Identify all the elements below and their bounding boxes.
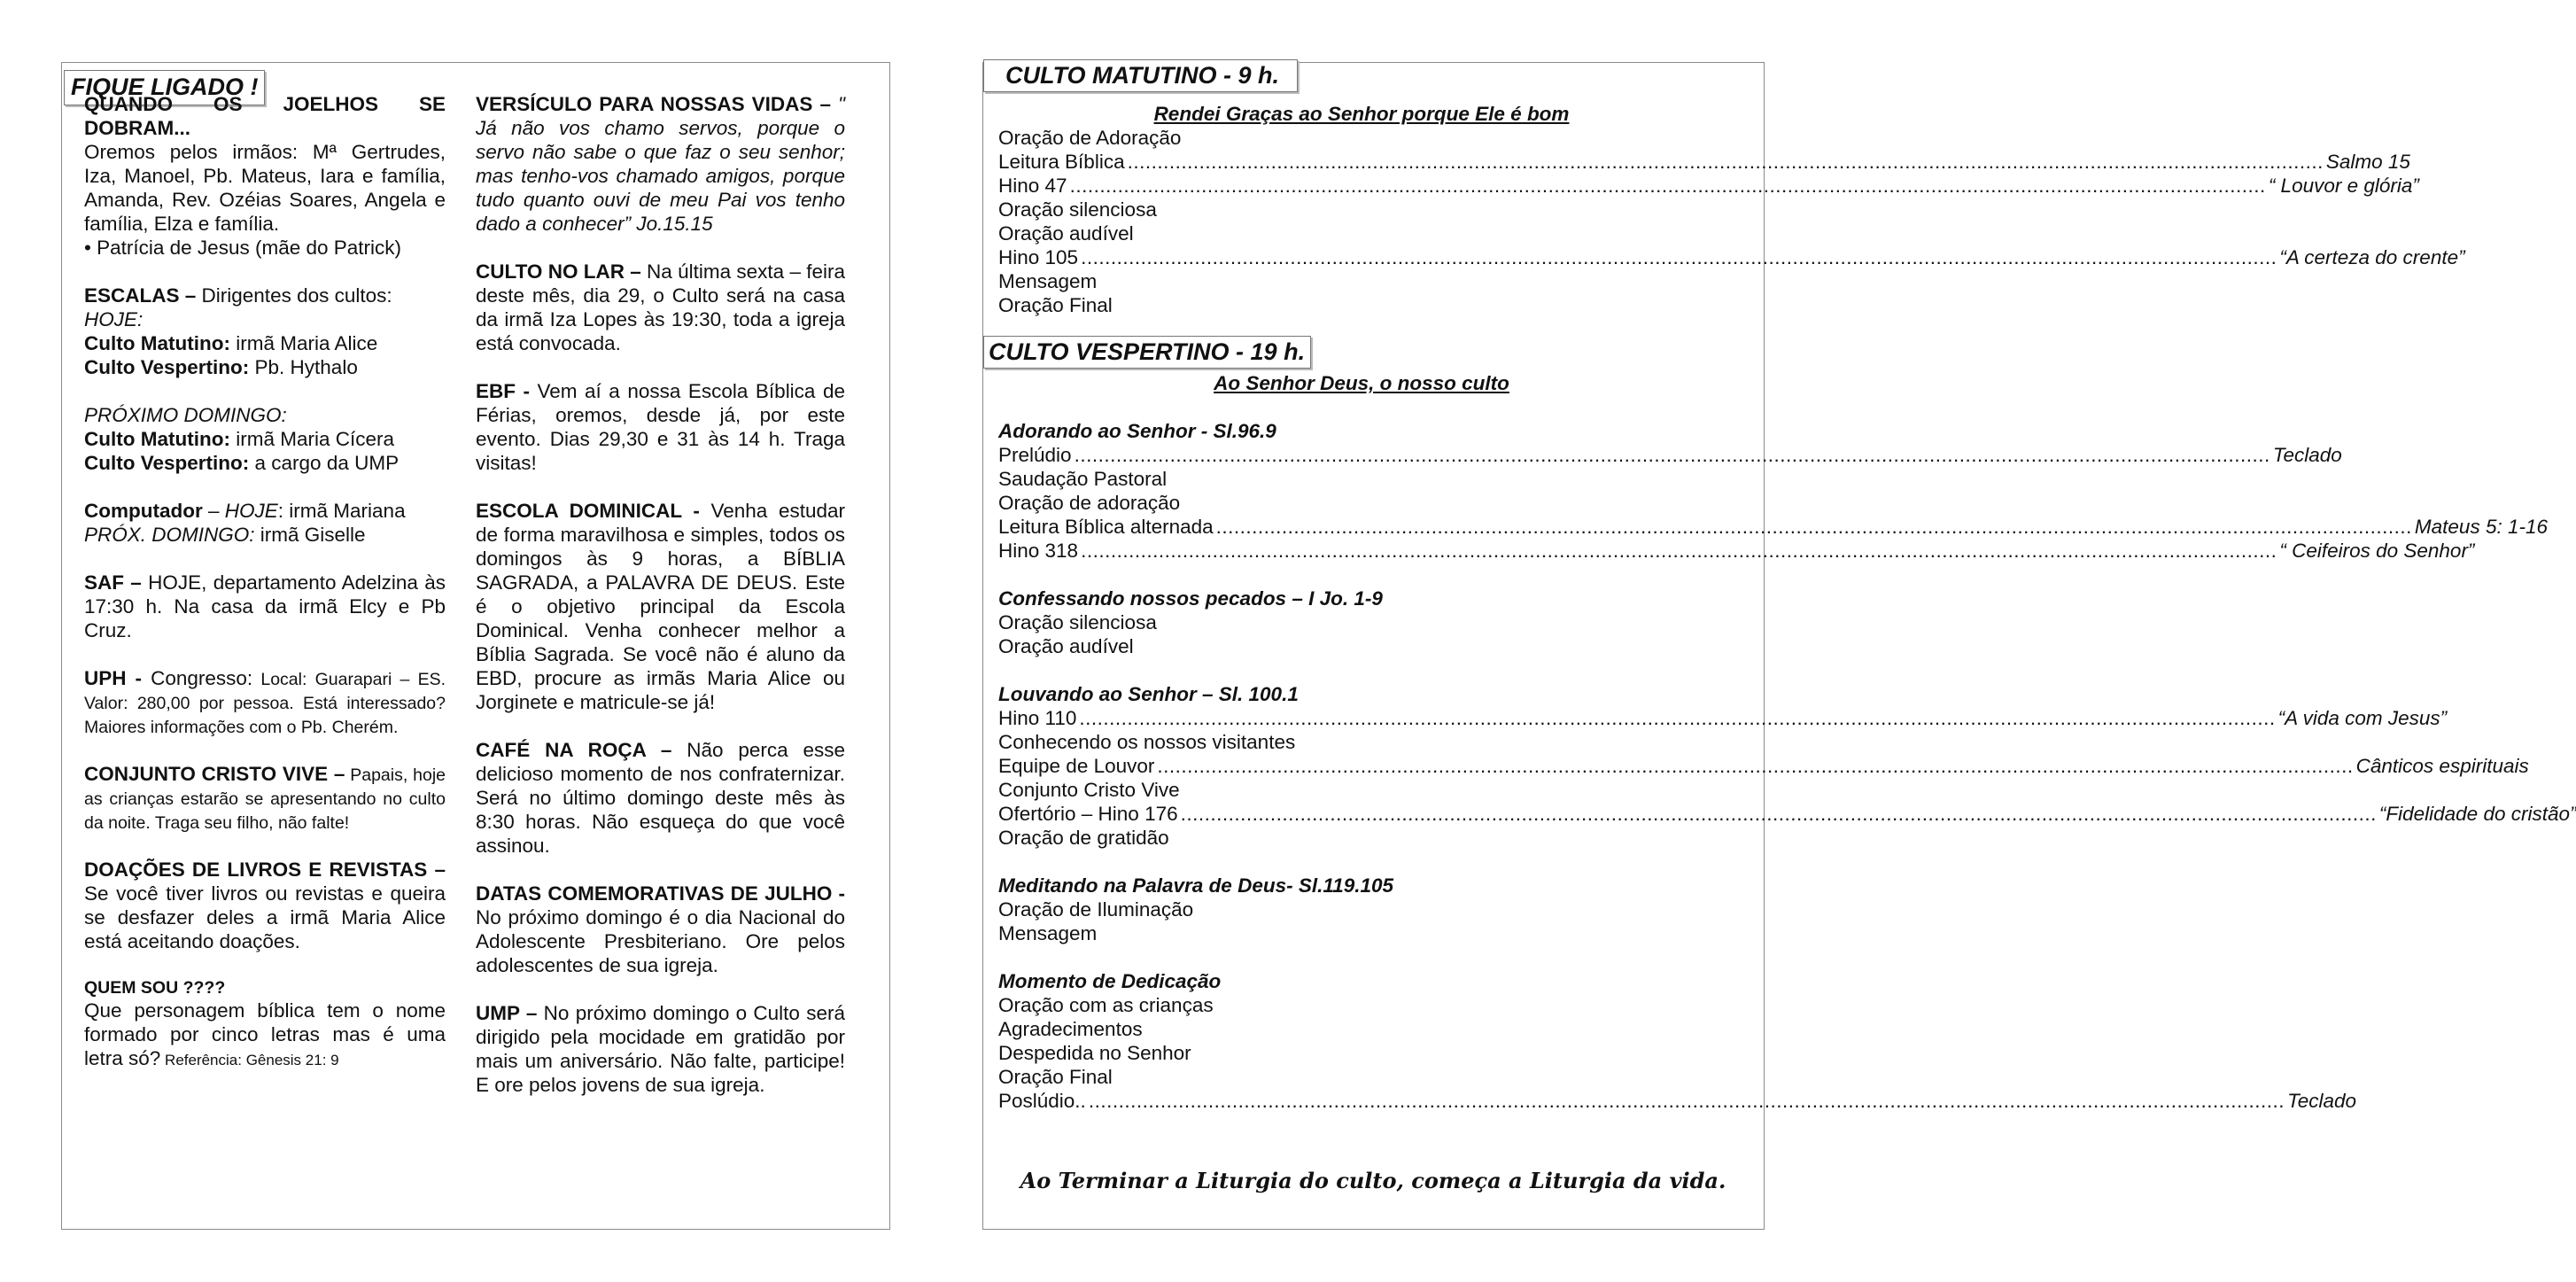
vespertino-groups [998,419,2576,1113]
hoje-matutino-value: irmã Maria Alice [229,332,378,354]
item-value: Teclado [2287,1090,2357,1112]
matutino-item [998,245,2465,269]
escalas-hoje-label: HOJE: [84,308,144,330]
ump-section [476,1001,845,1097]
cafe-section [476,738,845,858]
computador-hoje: HOJE [224,500,278,522]
doacoes-body: Se você tiver livros ou revistas e queira se desfazer deles a irmã Maria Alice está aceitando doações. [84,882,446,952]
item-value: Salmo 15 [2325,151,2410,173]
quem-sou-ref: Referência: Gênesis 21: 9 [160,1052,339,1068]
computador-prox: PRÓX. DOMINGO: [84,524,255,546]
quem-sou-section [84,977,446,1072]
conjunto-section [84,762,446,834]
vespertino-item: Conhecendo os nossos visitantes [998,731,1296,753]
prox-vespertino-label: Culto Vespertino: [84,452,250,474]
saf-section [84,571,446,642]
item-label: Ofertório – Hino 176 [998,803,1178,825]
uph-body: Local: Guarapari – ES. Valor: 280,00 por pessoa. Está interessado? Maiores informações com o Pb. Cherém. [84,670,446,737]
vespertino-item: Oração Final [998,1066,1113,1088]
liturgy-group-title: Momento de Dedicação [998,970,1222,992]
cafe-body: Não perca esse delicioso momento de nos confraternizar. Será no último domingo deste mês às 8:30 horas. Não esqueça do que você assinou. [476,739,845,857]
quem-sou-body: Que personagem bíblica tem o nome formado por cinco letras mas é uma letra só? [84,999,446,1069]
vespertino-item [998,802,2576,826]
item-value: “A vida com Jesus” [2277,707,2448,729]
culto-lar-heading: CULTO NO LAR – [476,260,641,283]
vespertino-item: Oração audível [998,635,1134,657]
vespertino-item [998,515,2548,539]
escola-section [476,499,845,714]
vespertino-item: Oração silenciosa [998,611,1157,633]
matutino-items [998,126,2465,317]
announcements-column-2 [476,92,845,1121]
ebf-body: Vem aí a nossa Escola Bíblica de Férias, oremos, desde já, por este evento. Dias 29,30 e 31 às 14 h. Traga visitas! [476,380,845,474]
item-label: Hino 47 [998,175,1067,197]
ump-heading: UMP – [476,1002,538,1024]
datas-section [476,882,845,977]
versiculo-section [476,92,845,236]
ebf-section [476,379,845,475]
hoje-vespertino-value: Pb. Hythalo [249,356,358,378]
conjunto-heading: CONJUNTO CRISTO VIVE – [84,763,345,785]
dot-leader: ........................................................................................................................................................................................................ [1081,246,2277,268]
hoje-vespertino-label: Culto Vespertino: [84,356,250,378]
vespertino-item [998,539,2475,563]
escalas-proximo-label: PRÓXIMO DOMINGO: [84,404,287,426]
item-value: “Fidelidade do cristão” [2378,803,2576,825]
conjunto-body: Papais, hoje as crianças estarão se apresentando no culto da noite. Traga seu filho, não falte! [84,765,446,833]
item-label: Hino 110 [998,707,1077,729]
item-label: Hino 105 [998,246,1079,268]
prayer-heading: QUANDO OS JOELHOS SE DOBRAM... [84,93,446,139]
vespertino-item: Oração de gratidão [998,827,1169,849]
saf-body: HOJE, departamento Adelzina às 17:30 h. Na casa da irmã Elcy e Pb Cruz. [84,571,446,641]
dot-leader: ........................................................................................................................................................................................................ [1081,540,2277,562]
escalas-heading: ESCALAS – [84,284,197,307]
vespertino-item: Oração com as crianças [998,994,1214,1016]
dot-leader: ........................................................................................................................................................................................................ [1215,516,2412,538]
escola-heading: ESCOLA DOMINICAL - [476,500,700,522]
matutino-order [998,102,2465,317]
versiculo-heading: VERSÍCULO PARA NOSSAS VIDAS – [476,93,831,115]
escola-body: Venha estudar de forma maravilhosa e simples, todos os domingos às 9 horas, a BÍBLIA SAGRADA, a PALAVRA DE DEUS. Este é o objetivo principal da Escola Dominical. Venha conhecer melhor a Bíblia Sagrada. Se você não é aluno da EBD, procure as irmãs Maria Alice ou Jorginete e matricule-se já! [476,500,845,713]
computador-label: Computador [84,500,203,522]
vespertino-item: Mensagem [998,922,1098,944]
uph-lead: Congresso: [142,667,253,689]
escalas-section [84,284,446,475]
uph-section [84,666,446,738]
ebf-heading: EBF - [476,380,530,402]
prox-matutino-value: irmã Maria Cícera [229,428,394,450]
dot-leader: ........................................................................................................................................................................................................ [1127,151,2324,173]
closing-quote: Ao Terminar a Liturgia do culto, começa a Liturgia da vida. [1020,1168,1726,1193]
group-gap [998,658,1725,682]
prox-vespertino-value: a cargo da UMP [249,452,400,474]
dot-leader: ........................................................................................................................................................................................................ [1088,1090,2285,1112]
doacoes-heading: DOAÇÕES DE LIVROS E REVISTAS – [84,859,446,881]
datas-body: No próximo domingo é o dia Nacional do Adolescente Presbiteriano. Ore pelos adolescentes de sua igreja. [476,906,845,976]
item-value: Teclado [2272,444,2342,466]
culto-vespertino-title: CULTO VESPERTINO - 19 h. [983,336,1311,369]
liturgy-group-title: Louvando ao Senhor – Sl. 100.1 [998,683,1299,705]
matutino-item: Oração audível [998,222,1134,245]
ump-body: No próximo domingo o Culto será dirigido pela mocidade em gratidão por mais um aniversário. Não falte, participe! E ore pelos jovens de sua igreja. [476,1002,845,1096]
item-label: Poslúdio.. [998,1090,1086,1112]
item-label: Leitura Bíblica alternada [998,516,1214,538]
matutino-item: Oração silenciosa [998,198,1157,221]
hoje-matutino-label: Culto Matutino: [84,332,230,354]
item-value: Mateus 5: 1-16 [2414,516,2548,538]
item-value: “ Ceifeiros do Senhor” [2279,540,2475,562]
fique-ligado-badge: FIQUE LIGADO ! [64,70,265,105]
item-label: Hino 318 [998,540,1079,562]
vespertino-item [998,1089,2357,1113]
vespertino-item: Saudação Pastoral [998,468,1168,490]
matutino-item: Oração de Adoração [998,127,1182,149]
culto-lar-body: Na última sexta – feira deste mês, dia 29, o Culto será na casa da irmã Iza Lopes às 19:30, toda a igreja está convocada. [476,260,845,354]
prox-matutino-label: Culto Matutino: [84,428,230,450]
computador-section [84,499,446,547]
vespertino-item: Agradecimentos [998,1018,1143,1040]
vespertino-order [998,371,2576,1113]
matutino-item [998,174,2419,198]
liturgy-group-title: Confessando nossos pecados – I Jo. 1-9 [998,587,1383,610]
group-gap [998,945,1725,969]
vespertino-item [998,706,2448,730]
vespertino-item: Despedida no Senhor [998,1042,1191,1064]
liturgy-group-title: Meditando na Palavra de Deus- Sl.119.105 [998,874,1394,897]
matutino-subtitle: Rendei Graças ao Senhor porque Ele é bom [1153,103,1570,125]
matutino-item: Mensagem [998,270,1098,292]
culto-matutino-title: CULTO MATUTINO - 9 h. [983,59,1298,92]
datas-heading: DATAS COMEMORATIVAS DE JULHO - [476,882,845,905]
quem-sou-heading: QUEM SOU ???? [84,978,226,998]
dot-leader: ........................................................................................................................................................................................................ [1074,444,2270,466]
versiculo-body: " Já não vos chamo servos, porque o servo não sabe o que faz o seu senhor; mas tenho-vos chamado amigos, porque tudo quanto ouvi de meu Pai vos tenho dado a conhecer” Jo.15.15 [476,93,845,235]
item-label: Leitura Bíblica [998,151,1125,173]
group-gap [998,563,1725,587]
dot-leader: ........................................................................................................................................................................................................ [1180,803,2377,825]
prayer-bullet: • Patrícia de Jesus (mãe do Patrick) [84,237,402,259]
liturgy-group-title: Adorando ao Senhor - Sl.96.9 [998,420,1276,442]
item-value: “ Louvor e glória” [2268,175,2419,197]
dot-leader: ........................................................................................................................................................................................................ [1079,707,2276,729]
matutino-item: Oração Final [998,294,1113,316]
announcements-column-1 [84,92,446,1096]
uph-heading: UPH - [84,667,143,689]
doacoes-section [84,858,446,953]
prayer-section [84,92,446,260]
vespertino-item: Oração de adoração [998,492,1181,514]
item-value: Cânticos espirituais [2355,755,2529,777]
dot-leader: ........................................................................................................................................................................................................ [1157,755,2354,777]
vespertino-item [998,443,2342,467]
computador-hoje-value: : irmã Mariana [277,500,406,522]
saf-heading: SAF – [84,571,142,594]
matutino-item [998,150,2410,174]
culto-lar-section [476,260,845,355]
item-label: Equipe de Louvor [998,755,1155,777]
group-gap [998,850,1725,874]
dot-leader: ........................................................................................................................................................................................................ [1069,175,2266,197]
vespertino-item [998,754,2529,778]
vespertino-item: Conjunto Cristo Vive [998,779,1180,801]
item-value: “A certeza do crente” [2279,246,2465,268]
escalas-intro: Dirigentes dos cultos: [196,284,392,307]
vespertino-item: Oração de Iluminação [998,898,1194,921]
vespertino-subtitle: Ao Senhor Deus, o nosso culto [1214,372,1509,394]
computador-prox-value: irmã Giselle [254,524,366,546]
item-label: Prelúdio [998,444,1072,466]
prayer-body: Oremos pelos irmãos: Mª Gertrudes, Iza, Manoel, Pb. Mateus, Iara e família, Amanda, Rev. Ozéias Soares, Angela e família, Elza e família. [84,141,446,235]
cafe-heading: CAFÉ NA ROÇA – [476,739,672,761]
computador-dash: – [202,500,225,522]
